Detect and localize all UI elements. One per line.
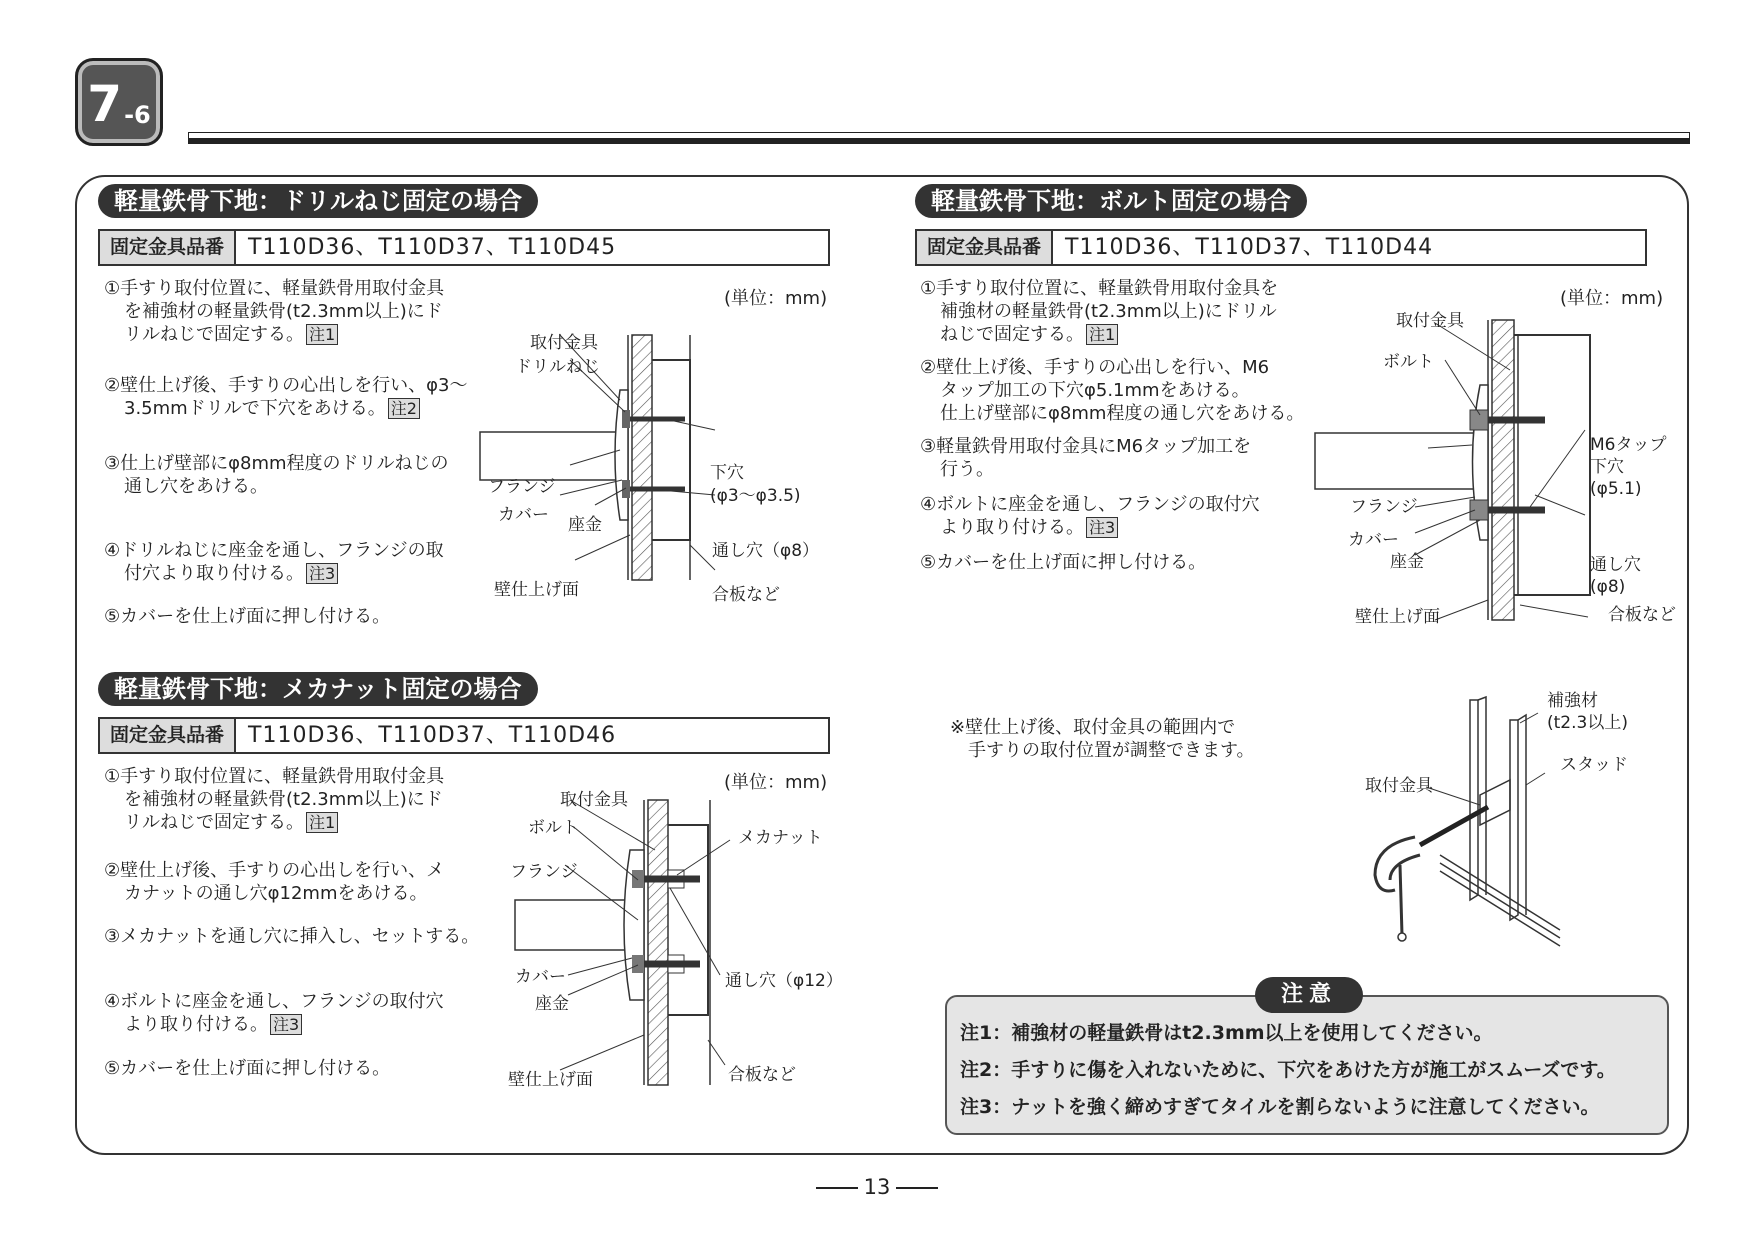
page-number: 13 [0, 1175, 1754, 1199]
label-cover: カバー [1348, 530, 1399, 550]
label-through: 通し穴（φ8） [712, 541, 820, 561]
label-pilot-size: (φ3～φ3.5) [710, 486, 801, 506]
label-through: 通し穴 [1590, 555, 1641, 575]
label-flange: フランジ [510, 862, 578, 882]
label-flange: フランジ [488, 477, 556, 497]
note-ref: 注2 [388, 398, 420, 419]
step-4: ④ボルトに座金を通し、フランジの取付穴 より取り付ける。 注3 [104, 991, 444, 1035]
step-5: ⑤カバーを仕上げ面に押し付ける。 [104, 1058, 391, 1079]
step-2: ②壁仕上げ後、手すりの心出しを行い、M6 タップ加工の下穴φ5.1mmをあける。 仕上げ壁部にφ8mm程度の通し穴をあける。 [920, 357, 1305, 424]
label-pilot: 下穴 [710, 463, 744, 483]
label-bracket: 取付金具 [560, 790, 628, 810]
label-reinforce: 補強材 [1547, 691, 1598, 711]
label-bracket: 取付金具 [1396, 311, 1464, 331]
caution-note-1: 注1：補強材の軽量鉄骨はt2.3mm以上を使用してください。 [960, 1022, 1493, 1044]
drill-unit: (単位：mm) [724, 288, 828, 309]
step-1: ①手すり取付位置に、軽量鉄骨用取付金具 を補強材の軽量鉄骨(t2.3mm以上)にド リルねじで固定する。 注1 [104, 766, 445, 833]
bolt-diagram [1320, 315, 1600, 625]
step-2: ②壁仕上げ後、手すりの心出しを行い、メ カナットの通し穴φ12mmをあける。 [104, 860, 445, 904]
drill-part-number-box [98, 229, 830, 266]
label-cover: カバー [498, 505, 549, 525]
label-plywood: 合板など [1608, 605, 1676, 625]
label-flange: フランジ [1350, 497, 1418, 517]
label-through: 通し穴（φ12） [725, 971, 843, 991]
nut-unit: (単位：mm) [724, 772, 828, 793]
label-pilot-size: (φ5.1) [1590, 479, 1642, 499]
caution-title: 注意 [1255, 977, 1363, 1013]
step-3: ③メカナットを通し穴に挿入し、セットする。 [104, 926, 480, 947]
step-2: ②壁仕上げ後、手すりの心出しを行い、φ3～ 3.5mmドリルで下穴をあける。 注2 [104, 375, 468, 419]
note-ref: 注1 [1086, 324, 1118, 345]
part-number-value: T110D36、T110D37、T110D45 [248, 235, 617, 260]
bolt-section-title: 軽量鉄骨下地：ボルト固定の場合 [915, 184, 1307, 218]
label-bracket: 取付金具 [1365, 776, 1433, 796]
label-bracket: 取付金具 [530, 333, 598, 353]
label-plywood: 合板など [712, 585, 780, 605]
section-number-badge [75, 58, 163, 146]
drill-section-title: 軽量鉄骨下地：ドリルねじ固定の場合 [98, 184, 538, 218]
label-wall: 壁仕上げ面 [1355, 607, 1440, 627]
label-washer: 座金 [535, 994, 569, 1014]
part-number-label: 固定金具品番 [100, 719, 236, 752]
part-number-value: T110D36、T110D37、T110D44 [1065, 235, 1434, 260]
label-washer: 座金 [1390, 552, 1424, 572]
note-ref: 注3 [1086, 517, 1118, 538]
nut-section-title: 軽量鉄骨下地：メカナット固定の場合 [98, 672, 538, 706]
note-ref: 注3 [306, 563, 338, 584]
nut-part-number-box [98, 717, 830, 754]
label-stud: スタッド [1560, 755, 1628, 775]
step-5: ⑤カバーを仕上げ面に押し付ける。 [104, 606, 391, 627]
label-screw: ドリルねじ [515, 357, 600, 377]
step-5: ⑤カバーを仕上げ面に押し付ける。 [920, 552, 1207, 573]
step-1: ①手すり取付位置に、軽量鉄骨用取付金具を 補強材の軽量鉄骨(t2.3mm以上)にドリル ねじで固定する。 注1 [920, 278, 1279, 345]
caution-note-2: 注2：手すりに傷を入れないために、下穴をあけた方が施工がスムーズです。 [960, 1059, 1616, 1081]
step-3: ③仕上げ壁部にφ8mm程度のドリルねじの 通し穴をあける。 [104, 453, 449, 497]
label-washer: 座金 [568, 515, 602, 535]
bolt-part-number-box [915, 229, 1647, 266]
part-number-value: T110D36、T110D37、T110D46 [248, 723, 617, 748]
note-ref: 注1 [306, 324, 338, 345]
label-reinforce-sub: (t2.3以上) [1547, 713, 1628, 733]
stud-illustration [1360, 695, 1570, 945]
step-3: ③軽量鉄骨用取付金具にM6タップ加工を 行う。 [920, 436, 1252, 480]
label-tap: M6タップ [1590, 435, 1667, 455]
label-bolt: ボルト [528, 818, 579, 838]
step-1: ①手すり取付位置に、軽量鉄骨用取付金具 を補強材の軽量鉄骨(t2.3mm以上)にド リルねじで固定する。 注1 [104, 278, 445, 345]
label-wall: 壁仕上げ面 [508, 1070, 593, 1090]
step-4: ④ボルトに座金を通し、フランジの取付穴 より取り付ける。 注3 [920, 494, 1260, 538]
label-cover: カバー [515, 967, 566, 987]
caution-note-3: 注3：ナットを強く締めすぎてタイルを割らないように注意してください。 [960, 1096, 1600, 1118]
note-ref: 注3 [270, 1014, 302, 1035]
step-4: ④ドリルねじに座金を通し、フランジの取 付穴より取り付ける。 注3 [104, 540, 444, 584]
badge-main: 7 [87, 75, 123, 133]
bolt-unit: (単位：mm) [1560, 288, 1664, 309]
label-bolt: ボルト [1383, 352, 1434, 372]
label-plywood: 合板など [728, 1065, 796, 1085]
note-ref: 注1 [306, 812, 338, 833]
label-wall: 壁仕上げ面 [494, 580, 579, 600]
label-nut: メカナット [738, 828, 823, 848]
part-number-label: 固定金具品番 [917, 231, 1053, 264]
label-pilot: 下穴 [1590, 457, 1624, 477]
part-number-label: 固定金具品番 [100, 231, 236, 264]
label-through-size: (φ8) [1590, 577, 1626, 597]
badge-sub: -6 [124, 101, 151, 129]
header-rule [188, 132, 1690, 144]
